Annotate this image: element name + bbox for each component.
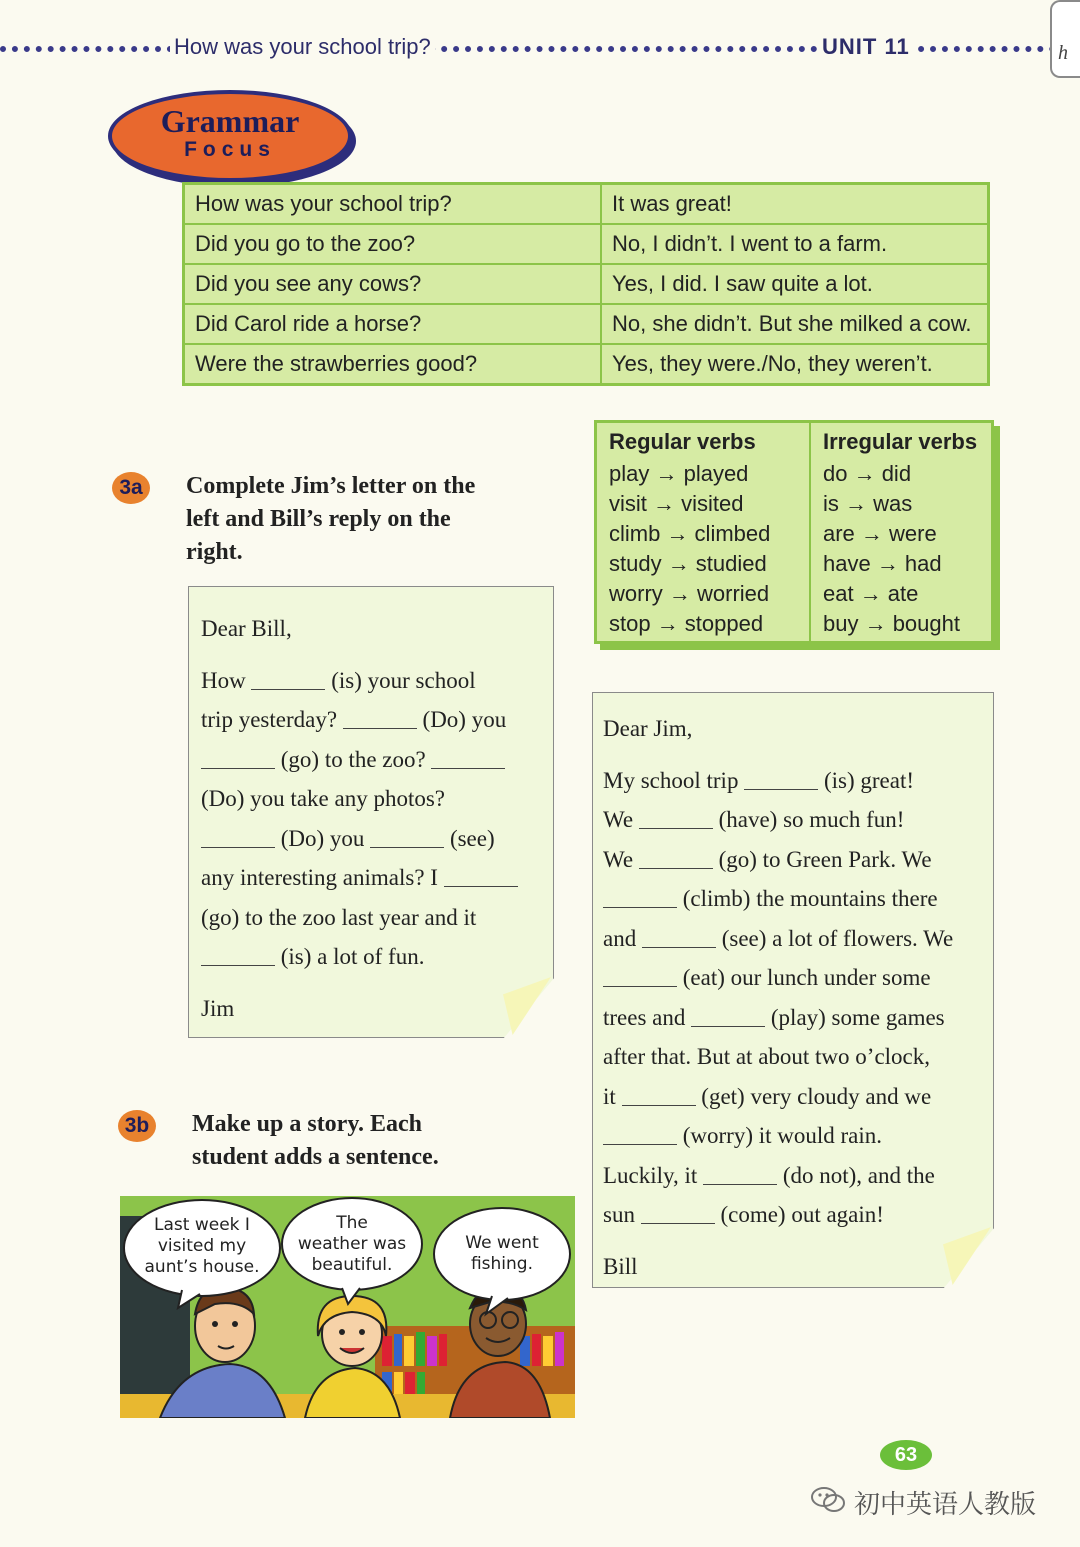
grammar-row <box>184 264 989 304</box>
letter-greeting: Dear Jim, <box>603 716 693 741</box>
verbs-box <box>594 420 994 644</box>
grammar-question: Did you go to the zoo? <box>184 224 602 264</box>
letter-text: (Do) you take any photos? <box>201 786 445 811</box>
letter-line <box>603 840 983 880</box>
letter-text: after that. But at about two o’clock, <box>603 1044 931 1069</box>
exercise-3a-number: 3a <box>112 472 150 504</box>
irregular-verbs-column <box>823 429 977 639</box>
answer-blank[interactable] <box>703 1161 777 1185</box>
letter-text: (see) a lot of flowers. We <box>721 925 954 951</box>
irregular-verbs-heading: Irregular verbs <box>823 429 978 454</box>
bubble-1-line: aunt’s house. <box>144 1257 260 1277</box>
answer-blank[interactable] <box>642 924 716 948</box>
verb-item: is → was <box>823 491 913 516</box>
grammar-question: Were the strawberries good? <box>184 344 602 385</box>
letter-text: (go) to Green Park. We <box>718 846 932 872</box>
answer-blank[interactable] <box>370 824 444 848</box>
letter-line <box>603 1116 983 1156</box>
answer-blank[interactable] <box>251 666 325 690</box>
letter-text: (is) a lot of fun. <box>280 944 425 969</box>
classroom-cartoon <box>120 1196 575 1418</box>
grammar-focus-subtitle: Focus <box>184 138 276 161</box>
exercise-3b-instruction: Make up a story. Each student adds a sentence. <box>192 1111 439 1170</box>
answer-blank[interactable] <box>603 963 677 987</box>
letter-text: (have) so much fun! <box>718 807 905 832</box>
verb-item: worry → worried <box>609 581 770 606</box>
cartoon-illustration <box>120 1196 575 1418</box>
letter-greeting: Dear Bill, <box>201 616 292 641</box>
letter-text: My school trip <box>603 767 739 793</box>
bubble-1-line: Last week I <box>154 1215 250 1235</box>
verb-item: do → did <box>823 461 912 486</box>
grammar-row <box>184 224 989 264</box>
letter-text: (go) to the zoo last year and it <box>201 904 477 930</box>
answer-blank[interactable] <box>622 1082 696 1106</box>
verb-item: buy → bought <box>823 611 960 636</box>
letter-text: trees and <box>603 1004 686 1030</box>
bubble-2-line: beautiful. <box>311 1255 393 1275</box>
answer-blank[interactable] <box>431 745 505 769</box>
verb-item: stop → stopped <box>609 611 764 636</box>
letter-text: (eat) our lunch under some <box>682 965 931 990</box>
letter-line <box>201 779 543 819</box>
grammar-answer: Yes, I did. I saw quite a lot. <box>601 264 989 304</box>
letter-text: (is) great! <box>823 767 914 793</box>
letter-text: We <box>603 846 634 872</box>
letter-text: (Do) you <box>422 707 507 732</box>
letter-text: and <box>603 925 637 951</box>
verb-item: climb → climbed <box>609 521 771 546</box>
answer-blank[interactable] <box>343 705 417 729</box>
grammar-answer: No, she didn’t. But she milked a cow. <box>601 304 989 344</box>
exercise-3a-instruction: Complete Jim’s letter on the left and Bill’s reply on the right. <box>186 473 476 565</box>
letter-line <box>603 958 983 998</box>
grammar-focus-badge <box>108 90 352 182</box>
letter-text: (do not), and the <box>782 1162 935 1188</box>
letter-text: (climb) the mountains there <box>682 886 938 911</box>
letter-text: trip yesterday? <box>201 707 338 732</box>
wechat-icon <box>810 1486 846 1514</box>
grammar-answer: Yes, they were./No, they weren’t. <box>601 344 989 385</box>
page-tab-letter: h <box>1058 42 1068 64</box>
verb-item: are → were <box>823 521 937 546</box>
grammar-question: Did Carol ride a horse? <box>184 304 602 344</box>
letter-line <box>603 761 983 801</box>
grammar-row <box>184 184 989 225</box>
letter-line <box>603 998 983 1038</box>
letter-line <box>603 1195 983 1235</box>
grammar-row <box>184 344 989 385</box>
watermark: 初中英语人教版 <box>854 1489 1037 1519</box>
letter-line <box>201 661 543 701</box>
grammar-table <box>182 182 990 386</box>
letter-text: Luckily, it <box>603 1162 698 1188</box>
letter-signature: Jim <box>201 995 235 1021</box>
regular-verbs-heading: Regular verbs <box>609 429 756 454</box>
letter-text: (see) <box>449 825 495 851</box>
letter-line <box>201 937 543 977</box>
verb-item: eat → ate <box>823 581 919 606</box>
answer-blank[interactable] <box>691 1003 765 1027</box>
answer-blank[interactable] <box>641 1200 715 1224</box>
letter-line <box>201 858 543 898</box>
answer-blank[interactable] <box>639 805 713 829</box>
bubble-2-line: The <box>336 1213 368 1233</box>
page-number: 63 <box>880 1440 932 1470</box>
letter-line <box>201 898 543 938</box>
letter-text: sun <box>603 1202 635 1227</box>
letter-text: How <box>201 667 246 693</box>
page-edge-tab <box>1050 0 1080 78</box>
answer-blank[interactable] <box>201 942 275 966</box>
verb-item: study → studied <box>609 551 767 576</box>
letter-text: any interesting animals? I <box>201 865 438 890</box>
letter-text: (go) to the zoo? <box>280 746 426 772</box>
exercise-3b-number: 3b <box>118 1110 156 1142</box>
header-unit-label: UNIT 11 <box>818 34 914 60</box>
grammar-answer: No, I didn’t. I went to a farm. <box>601 224 989 264</box>
answer-blank[interactable] <box>603 884 677 908</box>
verb-item: play → played <box>609 461 749 486</box>
letter-text: (play) some games <box>770 1004 945 1030</box>
regular-verbs-column <box>609 429 770 639</box>
letter-text: (worry) it would rain. <box>682 1123 883 1148</box>
answer-blank[interactable] <box>201 745 275 769</box>
bubble-1-line: visited my <box>157 1236 247 1256</box>
bubble-2-line: weather was <box>297 1234 407 1254</box>
answer-blank[interactable] <box>444 863 518 887</box>
verb-item: visit → visited <box>609 491 744 516</box>
answer-blank[interactable] <box>201 824 275 848</box>
grammar-answer: It was great! <box>601 184 989 225</box>
bill-letter <box>592 692 994 1288</box>
letter-text: (come) out again! <box>720 1202 884 1227</box>
letter-line <box>603 919 983 959</box>
header-lesson-title: How was your school trip? <box>170 34 435 60</box>
letter-text: (get) very cloudy and we <box>701 1083 932 1109</box>
letter-text: it <box>603 1083 616 1109</box>
header-dotted-line <box>0 46 1080 58</box>
verb-item: have → had <box>823 551 942 576</box>
answer-blank[interactable] <box>603 1121 677 1145</box>
letter-text: (Do) you <box>280 825 365 851</box>
grammar-question: Did you see any cows? <box>184 264 602 304</box>
bubble-3-line: fishing. <box>470 1254 534 1274</box>
jim-letter <box>188 586 554 1038</box>
letter-signature: Bill <box>603 1253 638 1279</box>
letter-line <box>603 1037 983 1077</box>
letter-text: (is) your school <box>331 667 476 693</box>
letter-line <box>603 800 983 840</box>
letter-line <box>201 819 543 859</box>
letter-line <box>201 740 543 780</box>
grammar-focus-title: Grammar <box>160 103 300 139</box>
answer-blank[interactable] <box>744 766 818 790</box>
letter-line <box>603 879 983 919</box>
answer-blank[interactable] <box>639 845 713 869</box>
bubble-3-line: We went <box>465 1233 539 1253</box>
letter-line <box>603 1156 983 1196</box>
letter-line <box>201 700 543 740</box>
letter-line <box>603 1077 983 1117</box>
verbs-divider <box>809 423 811 641</box>
letter-text: We <box>603 807 634 832</box>
grammar-question: How was your school trip? <box>184 184 602 225</box>
grammar-row <box>184 304 989 344</box>
